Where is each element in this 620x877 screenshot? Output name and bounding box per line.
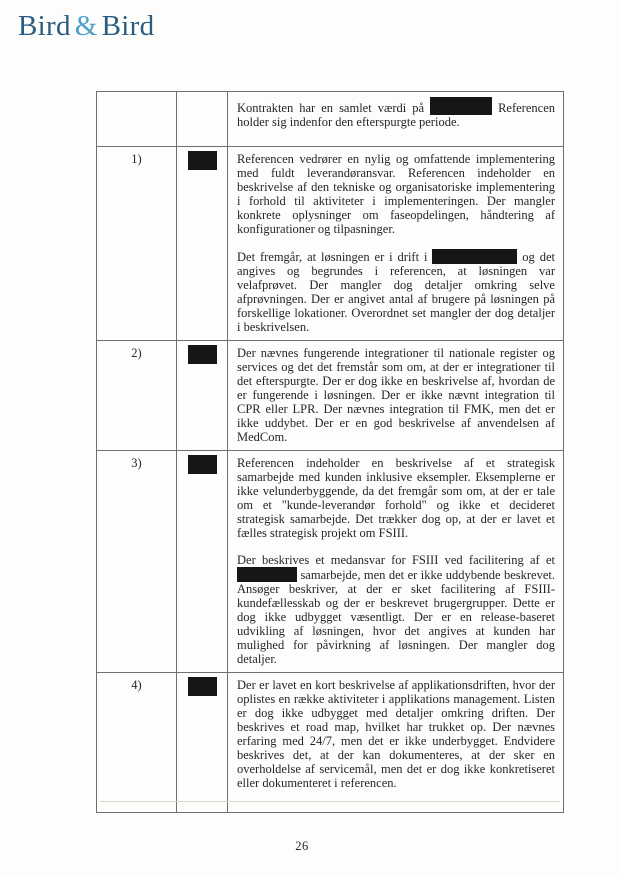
paragraph: Kontrakten har en samlet værdi på Referencen holder sig indenfor den efterspurgte periode. [237,97,555,129]
scan-shadow-line [100,801,560,802]
row-number: 2) [131,346,142,360]
row-number-cell [97,673,177,812]
row-text-cell [228,451,563,672]
row-number-cell [97,451,177,672]
logo-word-2: Bird [101,10,155,42]
row-text-cell [228,673,563,812]
paragraph: Der er lavet en kort beskrivelse af applikationsdriften, hvor der oplistes en række aktiviteter i applikations management. Listen er dog ikke udbygget med detaljer omkring driften. Der beskrives et road map, hvilket har trukket op. Der nævnes erfaring med 24/7, men det er ikke underbygget. Endvidere beskrives det, at der kan dokumenteres, at der sker en overholdelse af servicemål, men det er dog ikke konkretiseret eller dokumenteret i referencen. [237,678,555,790]
inline-redaction-box [237,567,297,582]
assessment-table [96,91,564,813]
redaction-box [188,151,217,170]
redaction-cell [177,451,228,672]
page-number: 26 [295,839,309,853]
redaction-cell [177,92,228,146]
row-text-cell [228,341,563,450]
redaction-box [188,455,217,474]
inline-redaction-box [432,249,517,264]
row-number: 1) [131,152,142,166]
paragraph: Det fremgår, at løsningen er i drift i og det angives og begrundes i referencen, at løsningen var velafprøvet. Der mangler dog detaljer omkring selve afprøvningen. Der er angivet antal af brugere på løsningen på forskellige lokationer. Overordnet set mangler der dog detaljer i beskrivelsen. [237,250,555,334]
row-number-cell [97,341,177,450]
row-number: 3) [131,456,142,470]
inline-redaction-box [430,97,492,115]
row-number-cell [97,92,177,146]
paragraph: Referencen indeholder en beskrivelse af et strategisk samarbejde med kunden inklusive eksempler. Eksemplerne er ikke velunderbyggende, da det fremgår som om, at der er tale om et "kunde-leverandør forhold" og ikke et decideret strategisk samarbejde. Det trækker dog op, at der er lavet et fælles strategisk projekt om FSIII. [237,456,555,540]
redaction-box [188,345,217,364]
row-number-cell [97,147,177,340]
redaction-cell [177,341,228,450]
redaction-cell [177,673,228,812]
table-row [97,146,563,340]
row-text-cell [228,147,563,340]
paragraph: Der nævnes fungerende integrationer til nationale register og services og det det fremstår som om, at der er integrationer til det efterspurgte. Der er dog ikke en beskrivelse af, hvordan de er fungerende i løsningen. Der er ikke nævnt integration til CPR eller LPR. Der nævnes integration til FMK, men det er ikke uddybet. Der er en god beskrivelse af anvendelsen af MedCom. [237,346,555,444]
redaction-cell [177,147,228,340]
ampersand-glyph: & [74,10,98,42]
table-row [97,450,563,672]
logo-word-1: Bird [18,10,71,42]
paragraph: Der beskrives et medansvar for FSIII ved facilitering af et samarbejde, men det er ikke uddybende beskrevet. Ansøger beskriver, at der er sket facilitering af FSIII-kundefællesskab og der er beskrevet brugergrupper. Dette er dog ikke udbygget væsentligt. Der er en release-baseret udvikling af løsningen, hvor det angives at kunden har mulighed for påvirkning af løsningen. Der mangler dog detaljer. [237,553,555,666]
row-number: 4) [131,678,142,692]
paragraph: Referencen vedrører en nylig og omfattende implementering med fuldt leverandøransvar. Referencen indeholder en beskrivelse af den tekniske og organisatoriske implementering i forhold til aktiviteter i implementeringen. Der mangler konkrete oplysninger om faseopdelingen, håndtering af konfigurationer og tilpasninger. [237,152,555,236]
table-row [97,340,563,450]
redaction-box [188,677,217,696]
table-row [97,92,563,146]
bird-and-bird-logo [18,10,154,43]
table-row [97,672,563,812]
row-text-cell [228,92,563,146]
